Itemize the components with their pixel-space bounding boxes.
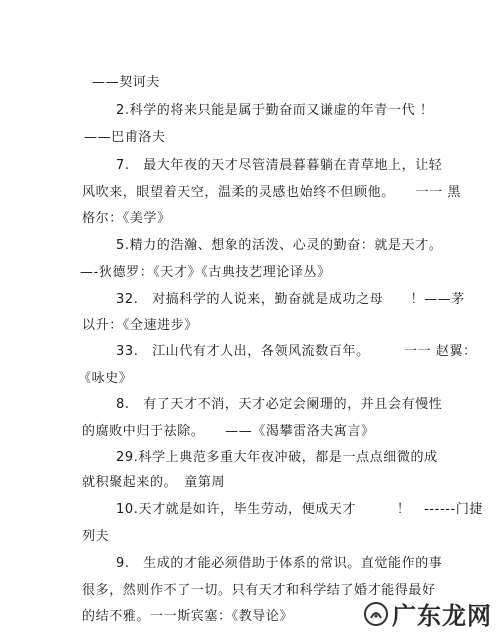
quote-line: 7. 最大年夜的天才尽管清晨暮暮躺在青草地上，让轻 (116, 158, 443, 173)
quote-line: 33. 江山代有才人出，各领风流数百年。 一一 赵翼： (116, 344, 477, 359)
quote-line: ——巴甫洛夫 (84, 130, 166, 145)
quote-line: ——契诃夫 (92, 75, 160, 90)
quote-line: 的结不雅。一一斯宾塞：《教导论》 (82, 609, 294, 624)
quote-line: 8. 有了天才不消，天才必定会阑珊的，并且会有慢性 (116, 397, 443, 412)
quote-line: 5.精力的浩瀚、想象的活泼、心灵的勤奋：就是天才。 (116, 238, 443, 253)
quote-line: 的腐败中归于祛除。 ——《渴攀雷洛夫寓言》 (82, 424, 375, 439)
quote-line: 列夫 (82, 529, 110, 544)
quote-line: 9. 生成的才能必须借助于体系的常识。直觉能作的事 (116, 556, 443, 571)
quote-line: 风吹来，眼望着天空，温柔的灵感也始终不但顾他。 一一 黑 (82, 185, 462, 200)
quote-line: 29.科学上典范多重大年夜冲破，都是一点点细微的成 (116, 450, 438, 465)
watermark (364, 596, 492, 631)
quote-line: 以升：《全速进步》 (82, 318, 198, 333)
logo-icon (364, 602, 388, 626)
quote-line: —-狄德罗：《天才》《古典技艺理论译丛》 (80, 265, 331, 280)
quote-line: 10.天才就是如许，毕生劳动，便成天才 ！ ------门捷 (116, 502, 484, 517)
quote-line: 2.科学的将来只能是属于勤奋而又谦虚的年青一代 ！ (116, 103, 434, 118)
quote-line: 32. 对搞科学的人说来，勤奋就是成功之母 ！——茅 (116, 292, 465, 307)
quote-line: 很多，然则作不了一切。只有天才和科学结了婚才能得最好 (82, 583, 436, 598)
quote-line: 《咏史》 (78, 371, 133, 386)
quote-line: 就积聚起来的。 童第周 (82, 475, 226, 490)
watermark-text: 广东龙网 (392, 602, 492, 630)
quote-line: 格尔：《美学》 (82, 211, 171, 226)
